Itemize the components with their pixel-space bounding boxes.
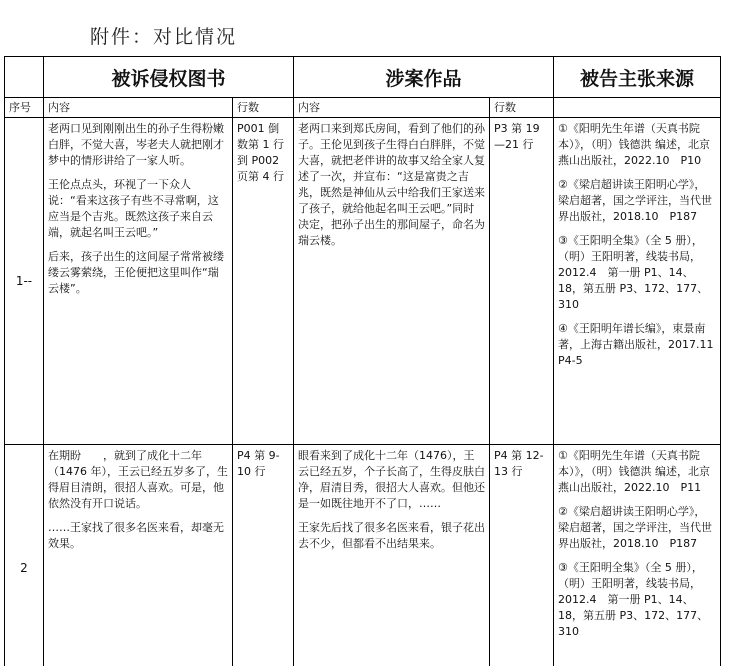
subheader-lines-accused: 行数 bbox=[233, 98, 294, 118]
subheader-content-involved: 内容 bbox=[294, 98, 490, 118]
subheader-lines-involved: 行数 bbox=[490, 98, 554, 118]
subheader-index: 序号 bbox=[5, 98, 44, 118]
subheader-source bbox=[554, 98, 721, 118]
header-blank bbox=[5, 57, 44, 98]
accused-paragraph: 老两口见到刚刚出生的孙子生得粉嫩白胖，不觉大喜，岑老夫人就把刚才梦中的情形讲给了一家人听。 bbox=[48, 122, 224, 167]
row-index: 1-- bbox=[5, 118, 44, 445]
header-accused-book: 被诉侵权图书 bbox=[44, 57, 294, 98]
accused-paragraph: 在期盼 ，就到了成化十二年（1476 年），王云已经五岁多了，生得眉目清朗，很招人喜欢。可是，他依然没有开口说话。 bbox=[48, 449, 228, 510]
accused-lines: P4 第 9-10 行 bbox=[233, 445, 294, 666]
header-defendant-source: 被告主张来源 bbox=[554, 57, 721, 98]
attachment-title: 附件：对比情况 bbox=[90, 26, 238, 48]
accused-paragraph: 后来，孩子出生的这间屋子常常被缕缕云雾萦绕，王伦便把这里叫作“瑞云楼”。 bbox=[48, 250, 224, 295]
header-involved-work: 涉案作品 bbox=[294, 57, 554, 98]
table-row bbox=[5, 118, 721, 445]
accused-paragraph: 王伦点点头，环视了一下众人说：“看来这孩子有些不寻常啊，这应当是个吉兆。既然这孩子来自云端，就起名叫王云吧。” bbox=[48, 178, 219, 239]
source-item: ②《梁启超讲读王阳明心学》，梁启超著，国之学评注，当代世界出版社，2018.10 P187 bbox=[558, 505, 713, 550]
accused-content bbox=[44, 445, 233, 666]
accused-content bbox=[44, 118, 233, 445]
involved-content bbox=[294, 118, 490, 445]
involved-lines: P3 第 19—21 行 bbox=[490, 118, 554, 445]
involved-lines: P4 第 12-13 行 bbox=[490, 445, 554, 666]
table-header-row bbox=[5, 57, 721, 98]
involved-paragraph: 眼看来到了成化十二年（1476），王云已经五岁，个子长高了，生得皮肤白净，眉清目秀，很招大人喜欢。但他还是一如既往地开不了口，…… bbox=[298, 449, 486, 510]
involved-paragraph: 老两口来到郑氏房间，看到了他们的孙子。王伦见到孩子生得白白胖胖，不觉大喜，就把老伴讲的故事又给全家人复述了一次，并宣布：“这是富贵之吉兆，既然是神仙从云中给我们王家送来了孩子，就给他起名叫王云吧。”同时决定，把孙子出生的那间屋子，命名为瑞云楼。 bbox=[298, 122, 486, 247]
source-list bbox=[554, 118, 725, 445]
source-item: ③《王阳明全集》（全 5 册），（明）王阳明著，线装书局，2012.4 第一册 P1、14、18，第五册 P3、172、177、310 bbox=[558, 561, 709, 638]
row-index: 2 bbox=[5, 445, 44, 666]
table-row bbox=[5, 445, 721, 666]
source-item: ③《王阳明全集》（全 5 册），（明）王阳明著，线装书局，2012.4 第一册 P1、14、18，第五册 P3、172、177、310 bbox=[558, 234, 709, 311]
accused-paragraph: ……王家找了很多名医来看，却毫无效果。 bbox=[48, 521, 224, 550]
source-list bbox=[554, 445, 721, 666]
accused-lines: P001 倒数第 1 行到 P002 页第 4 行 bbox=[233, 118, 294, 445]
source-item: ②《梁启超讲读王阳明心学》，梁启超著，国之学评注，当代世界出版社，2018.10 P187 bbox=[558, 178, 713, 223]
source-item: ①《阳明先生年谱（天真书院本）》，（明）钱德洪 编述，北京燕山出版社，2022.10 P10 bbox=[558, 122, 711, 167]
source-item: ④《王阳明年谱长编》，束景南著，上海古籍出版社，2017.11 P4-5 bbox=[558, 322, 725, 367]
table-subheader-row bbox=[5, 98, 721, 118]
involved-paragraph: 王家先后找了很多名医来看，银子花出去不少，但都看不出结果来。 bbox=[298, 521, 486, 550]
comparison-table bbox=[4, 56, 725, 666]
subheader-content-accused: 内容 bbox=[44, 98, 233, 118]
involved-content bbox=[294, 445, 490, 666]
source-item: ①《阳明先生年谱（天真书院本）》，（明）钱德洪 编述，北京燕山出版社，2022.10 P11 bbox=[558, 449, 711, 494]
